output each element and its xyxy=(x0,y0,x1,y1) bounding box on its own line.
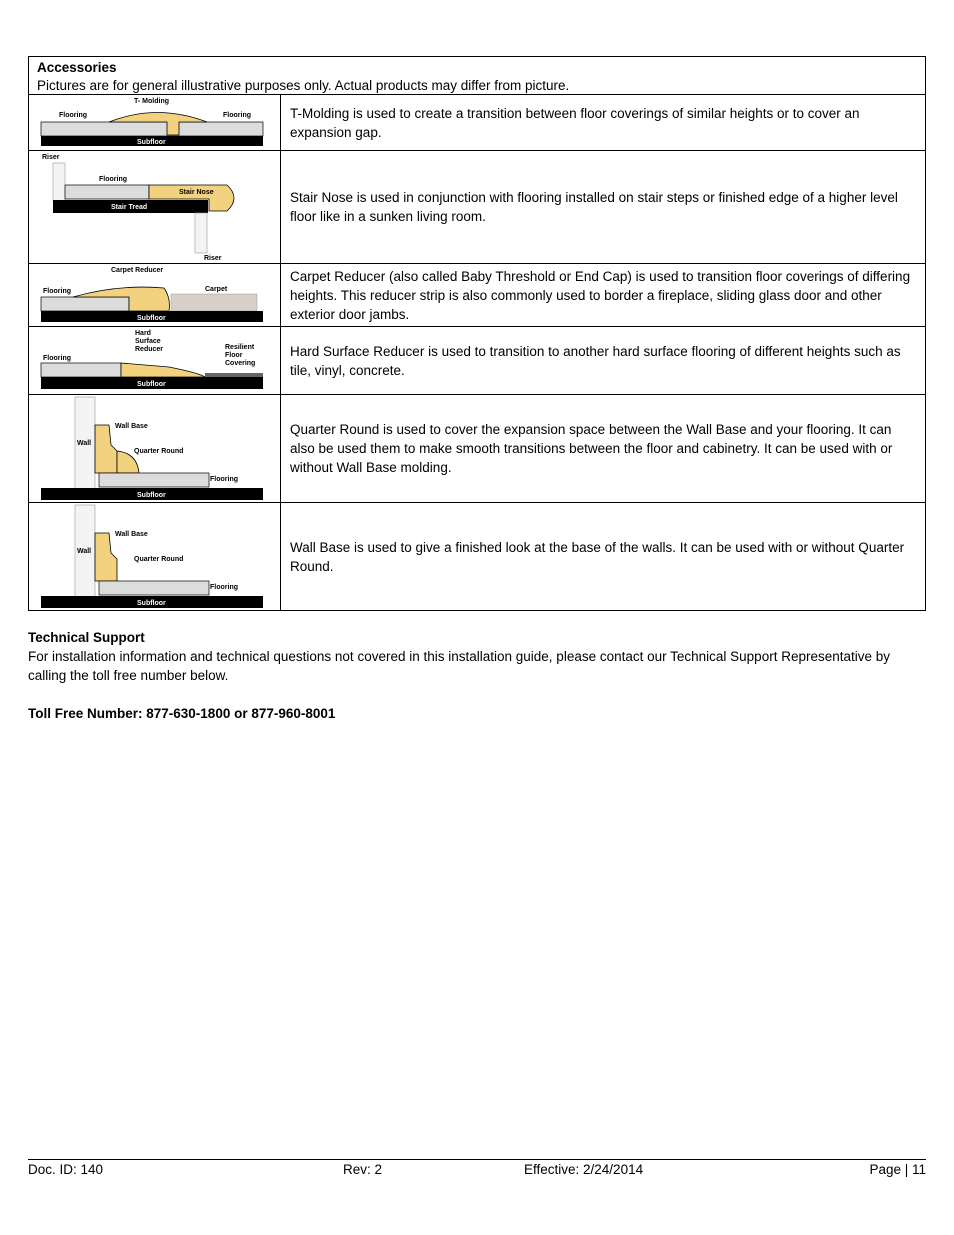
technical-support-section xyxy=(28,628,926,685)
label-flooring-right: Flooring xyxy=(223,112,251,119)
label-flooring: Flooring xyxy=(43,355,71,362)
label-wall: Wall xyxy=(77,440,92,447)
stair-nose-illustration xyxy=(29,151,281,263)
label-subfloor: Subfloor xyxy=(137,139,166,146)
technical-support-text: For installation information and technical questions not covered in this installation guide, please contact our Technical Support Representative by calling the toll free number below. xyxy=(28,649,891,683)
label-stair-tread: Stair Tread xyxy=(111,204,148,211)
label-floor: Floor xyxy=(225,352,243,359)
label-covering: Covering xyxy=(225,360,256,367)
hard-surface-reducer-description: Hard Surface Reducer is used to transition to another hard surface flooring of different heights such as tile, vinyl, concrete. xyxy=(290,343,901,378)
carpet-reducer-illustration xyxy=(29,264,281,326)
stair-nose-description: Stair Nose is used in conjunction with flooring installed on stair steps or finished edge of a higher level floor like in a sunken living room. xyxy=(290,190,898,224)
label-wall-base: Wall Base xyxy=(115,423,148,430)
label-flooring: Flooring xyxy=(43,288,71,295)
footer-doc-id: Doc. ID: 140 xyxy=(28,1162,104,1177)
hard-surface-reducer-illustration xyxy=(29,327,281,394)
accessory-row-carpet-reducer xyxy=(29,264,925,327)
carpet-reducer-description: Carpet Reducer (also called Baby Threshold or End Cap) is used to transition floor coverings of differing heights. This reducer strip is also commonly used to border a fireplace, sliding glass door and other exterior door jambs. xyxy=(290,268,911,322)
accessory-row-t-molding xyxy=(29,95,925,151)
label-t-molding: T- Molding xyxy=(134,98,169,105)
label-subfloor: Subfloor xyxy=(137,315,166,322)
label-flooring: Flooring xyxy=(99,176,127,183)
t-molding-illustration xyxy=(29,95,281,150)
label-subfloor: Subfloor xyxy=(137,381,166,388)
accessories-header xyxy=(29,57,925,95)
label-reducer: Reducer xyxy=(135,346,164,353)
footer-effective: Effective: 2/24/2014 xyxy=(524,1162,644,1177)
accessories-note: Pictures are for general illustrative purposes only. Actual products may differ from picture. xyxy=(37,78,570,93)
label-flooring: Flooring xyxy=(210,584,238,591)
wall-base-description: Wall Base is used to give a finished look at the base of the walls. It can be used with or without Quarter Round. xyxy=(290,539,905,574)
label-wall: Wall xyxy=(77,548,92,555)
toll-free-number: Toll Free Number: 877-630-1800 or 877-960-8001 xyxy=(28,706,336,721)
label-wall-base: Wall Base xyxy=(115,531,148,538)
accessory-row-wall-base xyxy=(29,503,925,610)
label-carpet: Carpet xyxy=(205,286,228,293)
label-carpet-reducer: Carpet Reducer xyxy=(111,267,164,274)
quarter-round-illustration xyxy=(29,395,281,502)
label-resilient: Resilient xyxy=(225,344,255,351)
accessory-row-hard-surface-reducer xyxy=(29,327,925,395)
label-riser-bottom: Riser xyxy=(204,255,222,262)
accessories-title: Accessories xyxy=(37,60,117,75)
label-flooring-left: Flooring xyxy=(59,112,87,119)
technical-support-title: Technical Support xyxy=(28,630,145,645)
accessories-table xyxy=(28,56,926,611)
label-riser-top: Riser xyxy=(42,154,60,161)
label-subfloor: Subfloor xyxy=(137,600,166,607)
footer-page: Page | 11 xyxy=(869,1162,926,1177)
accessory-row-quarter-round xyxy=(29,395,925,503)
label-surface: Surface xyxy=(135,338,161,345)
page-footer xyxy=(28,1159,926,1182)
label-flooring: Flooring xyxy=(210,476,238,483)
label-stair-nose: Stair Nose xyxy=(179,189,214,196)
t-molding-description: T-Molding is used to create a transition between floor coverings of similar heights or to cover an expansion gap. xyxy=(290,105,860,140)
label-quarter-round: Quarter Round xyxy=(134,448,184,455)
quarter-round-description: Quarter Round is used to cover the expansion space between the Wall Base and your flooring. It can also be used them to make smooth transitions between the floor and cabinetry. It can be used with or without Wall Base molding. xyxy=(290,422,893,475)
wall-base-illustration xyxy=(29,503,281,610)
label-hard: Hard xyxy=(135,330,151,337)
label-quarter-round: Quarter Round xyxy=(134,556,184,563)
label-subfloor: Subfloor xyxy=(137,492,166,499)
footer-rev: Rev: 2 xyxy=(343,1162,383,1177)
accessory-row-stair-nose xyxy=(29,151,925,264)
